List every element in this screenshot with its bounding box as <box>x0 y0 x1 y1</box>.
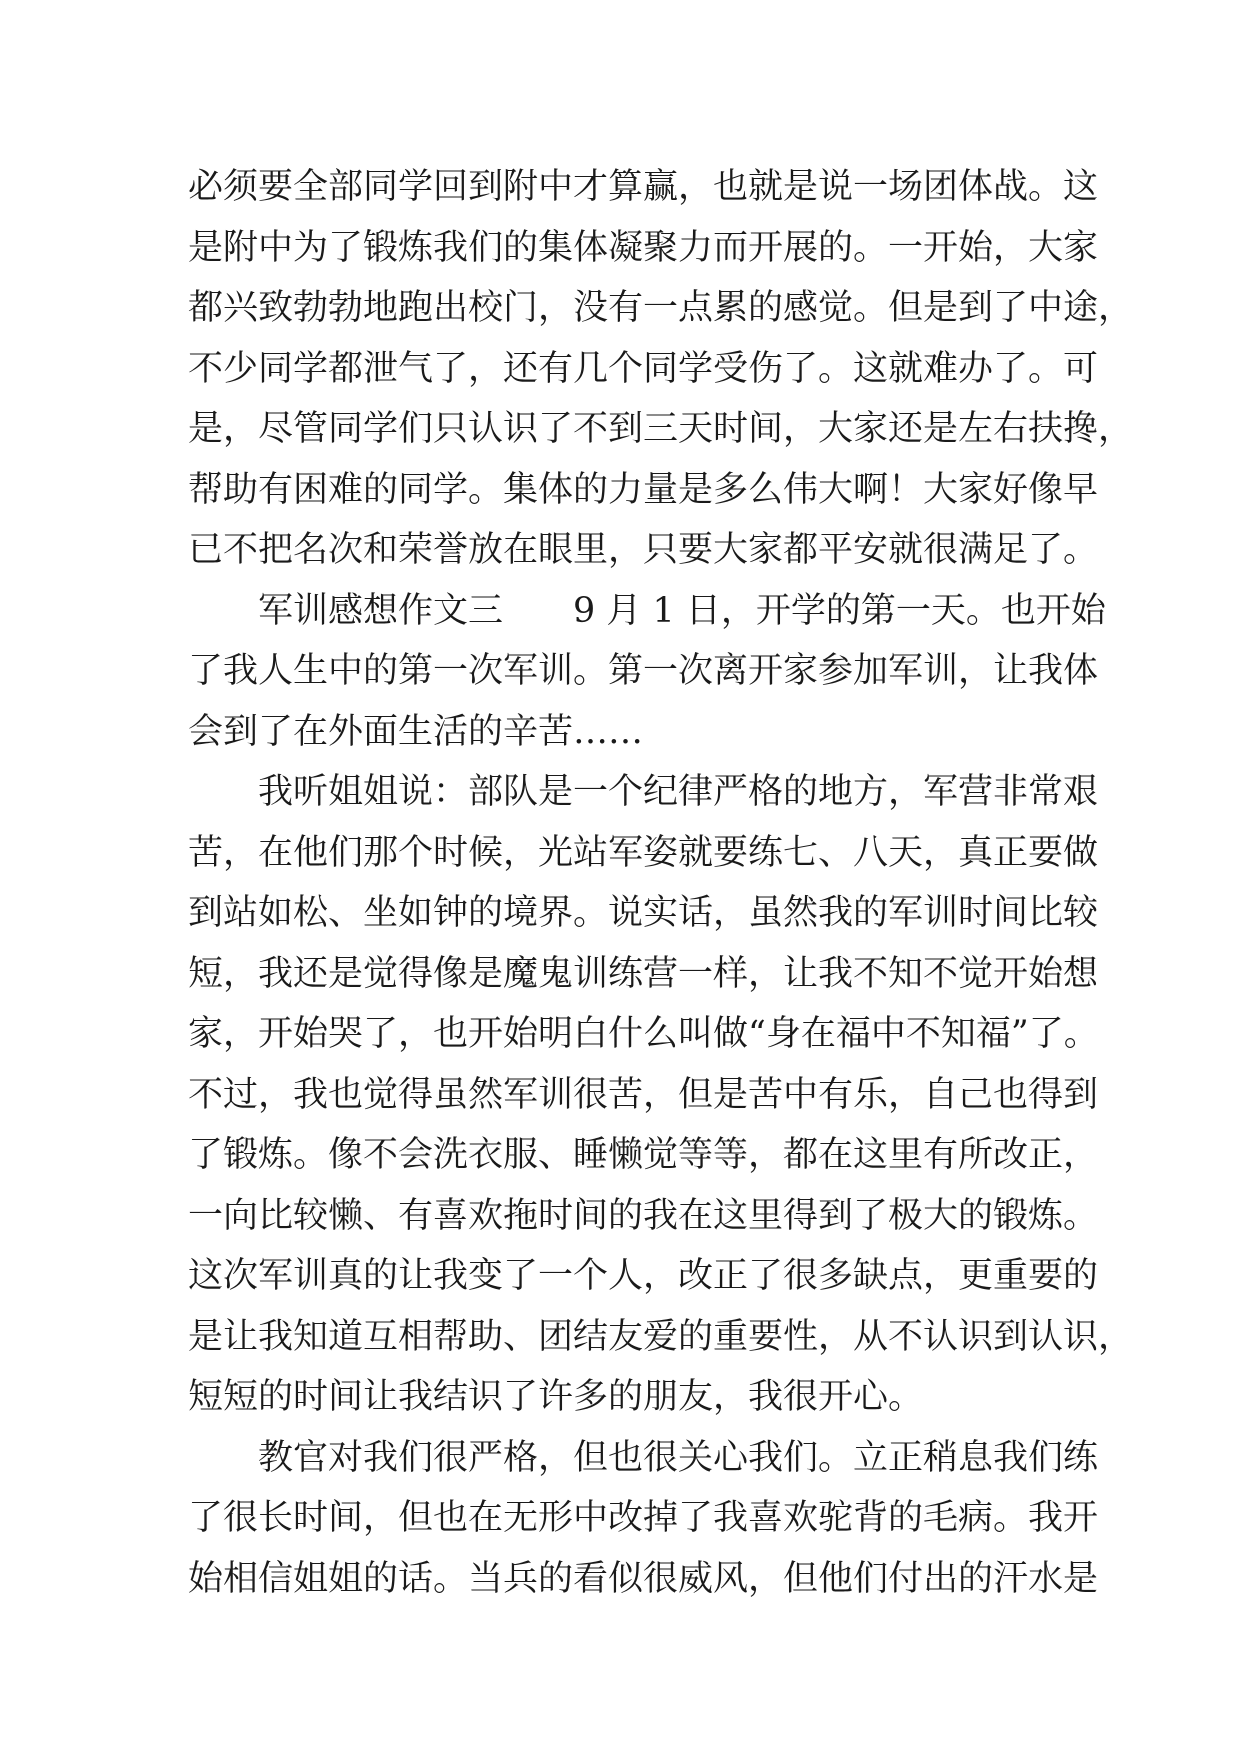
text-line: 家，开始哭了，也开始明白什么叫做“身在福中不知福”了。 <box>188 1014 1099 1054</box>
text-line: 会到了在外面生活的辛苦…… <box>188 711 644 752</box>
text-line: 是附中为了锻炼我们的集体凝聚力而开展的。一开始，大家 <box>188 227 1099 268</box>
text-line: 帮助有困难的同学。集体的力量是多么伟大啊！大家好像早 <box>188 469 1099 510</box>
paragraph-start-line: 我听姐姐说：部队是一个纪律严格的地方，军营非常艰 <box>258 772 1099 812</box>
text-line: 已不把名次和荣誉放在眼里，只要大家都平安就很满足了。 <box>188 530 1099 570</box>
text-line: 到站如松、坐如钟的境界。说实话，虽然我的军训时间比较 <box>188 893 1099 933</box>
text-line: 不过，我也觉得虽然军训很苦，但是苦中有乐，自己也得到 <box>188 1074 1099 1115</box>
text-line: 是让我知道互相帮助、团结友爱的重要性，从不认识到认识， <box>188 1316 1134 1357</box>
paragraph-start-line: 教官对我们很严格，但也很关心我们。立正稍息我们练 <box>258 1437 1099 1478</box>
body-text <box>188 157 1134 1609</box>
text-line: 不少同学都泄气了，还有几个同学受伤了。这就难办了。可 <box>188 348 1099 389</box>
text-line: 了我人生中的第一次军训。第一次离开家参加军训，让我体 <box>188 651 1099 691</box>
text-line: 都兴致勃勃地跑出校门，没有一点累的感觉。但是到了中途， <box>188 288 1134 328</box>
text-line: 一向比较懒、有喜欢拖时间的我在这里得到了极大的锻炼。 <box>188 1195 1099 1236</box>
text-line: 苦，在他们那个时候，光站军姿就要练七、八天，真正要做 <box>188 832 1099 873</box>
text-line: 这次军训真的让我变了一个人，改正了很多缺点，更重要的 <box>188 1256 1099 1296</box>
text-line: 必须要全部同学回到附中才算赢，也就是说一场团体战。这 <box>188 167 1099 207</box>
text-line: 始相信姐姐的话。当兵的看似很威风，但他们付出的汗水是 <box>188 1558 1099 1599</box>
section-heading-line: 军训感想作文三 9 月 1 日，开学的第一天。也开始 <box>258 590 1106 631</box>
text-line: 是，尽管同学们只认识了不到三天时间，大家还是左右扶搀， <box>188 409 1134 449</box>
text-line: 了很长时间，但也在无形中改掉了我喜欢驼背的毛病。我开 <box>188 1498 1099 1538</box>
text-line: 短短的时间让我结识了许多的朋友，我很开心。 <box>188 1377 924 1417</box>
text-line: 短，我还是觉得像是魔鬼训练营一样，让我不知不觉开始想 <box>188 953 1099 994</box>
text-line: 了锻炼。像不会洗衣服、睡懒觉等等，都在这里有所改正， <box>188 1135 1099 1175</box>
